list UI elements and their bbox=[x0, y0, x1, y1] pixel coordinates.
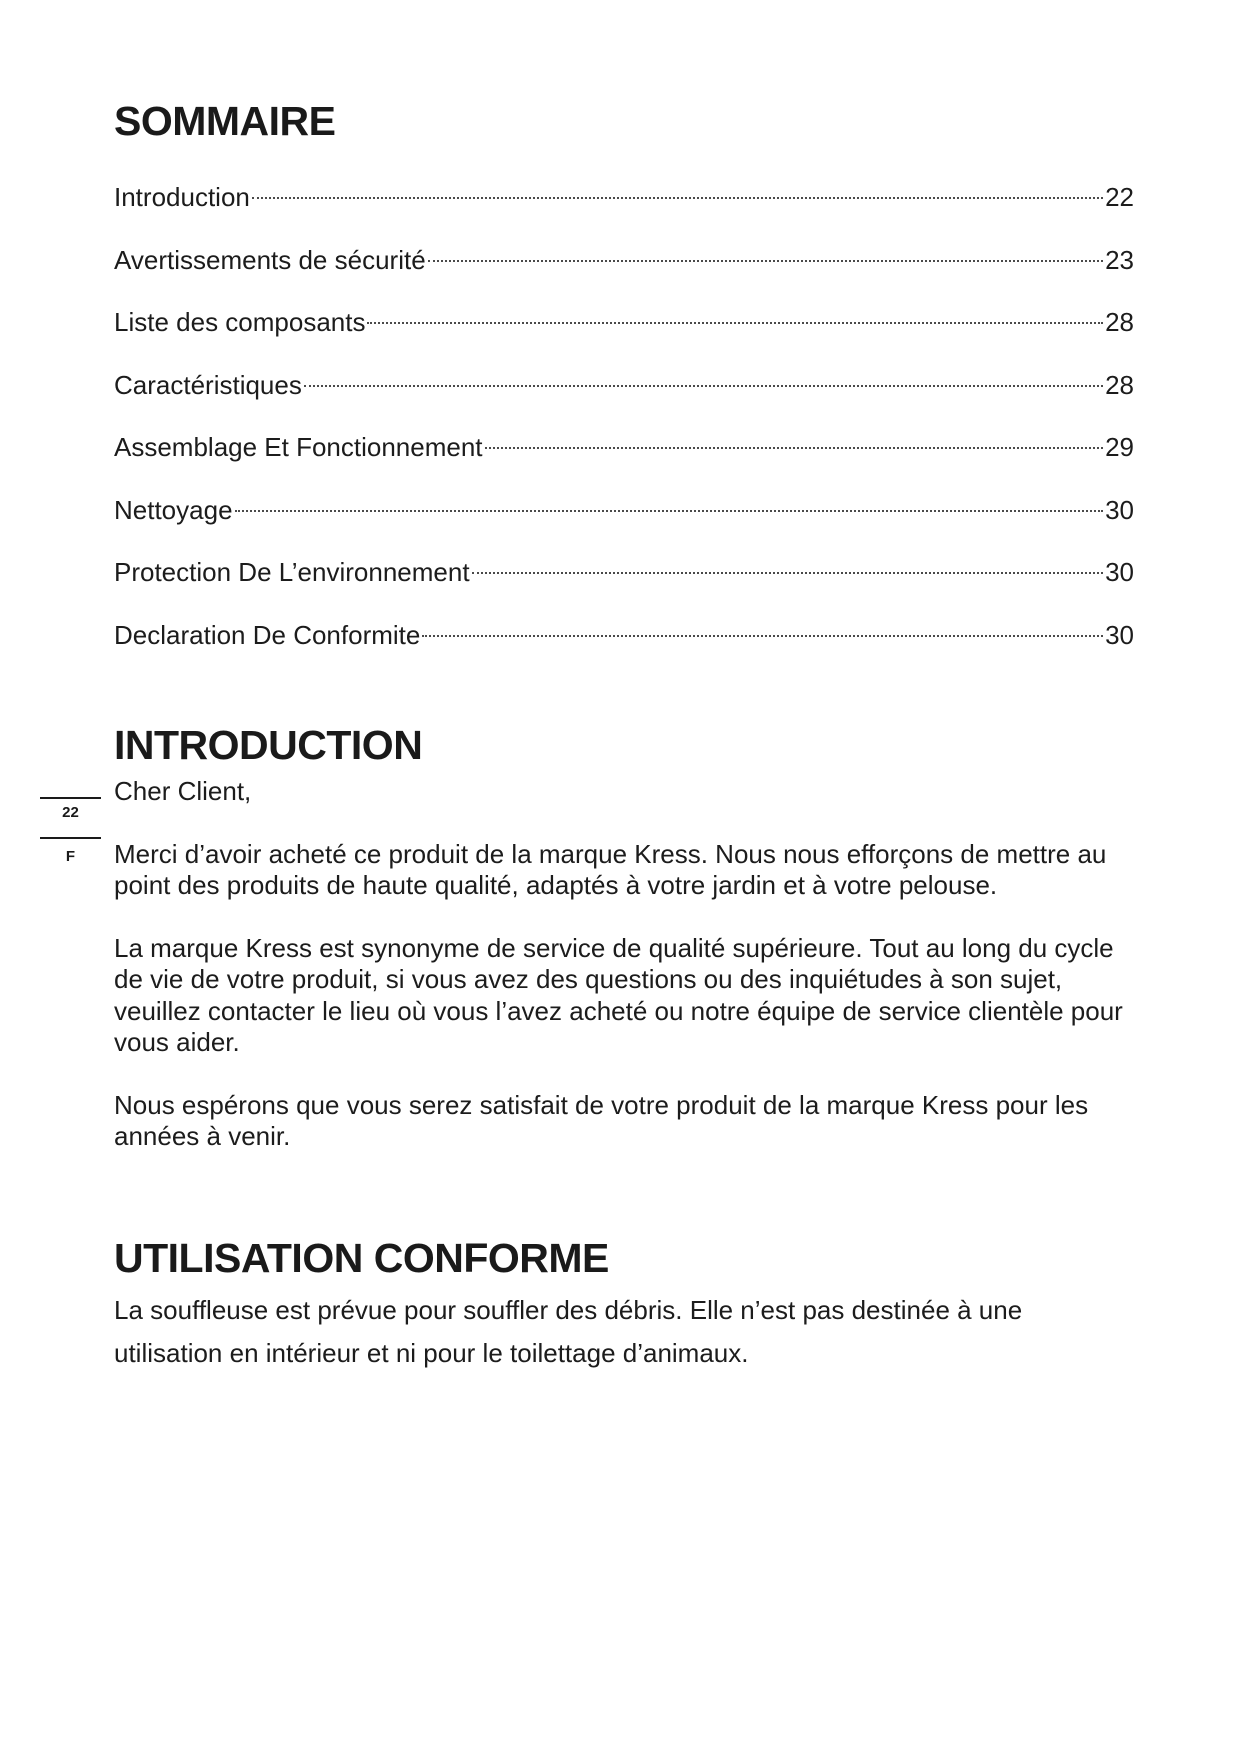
toc-entry[interactable] bbox=[114, 291, 1134, 354]
margin-rule-top bbox=[40, 797, 101, 799]
toc-entry-page: 30 bbox=[1105, 619, 1134, 650]
toc-entry-page: 23 bbox=[1105, 244, 1134, 275]
toc-leader-dots bbox=[235, 510, 1104, 512]
toc-entry-label: Protection De L’environnement bbox=[114, 557, 470, 587]
toc-entry-page: 29 bbox=[1105, 432, 1134, 462]
toc-entry-label: Introduction bbox=[114, 182, 250, 212]
intro-paragraph: Nous espérons que vous serez satisfait de votre produit de la marque Kress pour les années à venir. bbox=[114, 1089, 1089, 1151]
toc-leader-dots bbox=[367, 322, 1103, 324]
toc-leader-dots bbox=[472, 572, 1104, 574]
toc-leader-dots bbox=[422, 635, 1103, 637]
toc-entry[interactable] bbox=[114, 166, 1134, 229]
toc-entry[interactable] bbox=[114, 541, 1134, 604]
introduction-title: INTRODUCTION bbox=[114, 722, 423, 768]
page-number: 22 bbox=[62, 804, 79, 821]
language-code: F bbox=[65, 848, 76, 865]
toc-leader-dots bbox=[304, 385, 1103, 387]
toc-entry[interactable] bbox=[114, 604, 1134, 667]
usage-text: La souffleuse est prévue pour souffler des débris. Elle n’est pas destinée à une utilisation en intérieur et ni pour le toilettage d’animaux. bbox=[114, 1294, 1023, 1368]
introduction-section bbox=[114, 720, 1134, 1153]
toc-entry[interactable] bbox=[114, 229, 1134, 292]
toc-entry-page: 28 bbox=[1105, 369, 1134, 400]
toc-entry-page: 28 bbox=[1105, 307, 1134, 337]
greeting-text: Cher Client, bbox=[114, 776, 252, 806]
toc-leader-dots bbox=[485, 447, 1104, 449]
usage-title: UTILISATION CONFORME bbox=[114, 1234, 609, 1281]
toc-title: SOMMAIRE bbox=[114, 98, 336, 144]
toc-entry-label: Declaration De Conformite bbox=[114, 619, 421, 650]
toc-entry-label: Nettoyage bbox=[114, 494, 233, 525]
toc-entry-label: Assemblage Et Fonctionnement bbox=[114, 432, 483, 462]
toc-leader-dots bbox=[428, 260, 1103, 262]
toc-entry-label: Caractéristiques bbox=[114, 369, 302, 400]
toc-entry-page: 30 bbox=[1105, 557, 1134, 587]
toc-entry-label: Liste des composants bbox=[114, 307, 366, 337]
usage-section bbox=[114, 1233, 1134, 1375]
margin-rule-bottom bbox=[40, 837, 101, 839]
intro-paragraph: La marque Kress est synonyme de service de qualité supérieure. Tout au long du cycle de vie de votre produit, si vous avez des questions ou des inquiétudes à son sujet, veuillez contacter le lieu où vous l’avez acheté ou notre équipe de service clientèle pour vous aider. bbox=[114, 932, 1123, 1057]
toc-entry-page: 22 bbox=[1105, 182, 1134, 212]
toc-entry-label: Avertissements de sécurité bbox=[114, 244, 426, 275]
toc-entry[interactable] bbox=[114, 354, 1134, 417]
intro-paragraph: Merci d’avoir acheté ce produit de la marque Kress. Nous nous efforçons de mettre au point des produits de haute qualité, adaptés à votre jardin et à votre pelouse. bbox=[114, 838, 1107, 900]
toc-leader-dots bbox=[252, 197, 1103, 199]
toc-entry[interactable] bbox=[114, 479, 1134, 542]
page-content bbox=[114, 96, 1134, 1375]
toc-entry-page: 30 bbox=[1105, 494, 1134, 525]
table-of-contents bbox=[114, 166, 1134, 666]
toc-entry[interactable] bbox=[114, 416, 1134, 479]
